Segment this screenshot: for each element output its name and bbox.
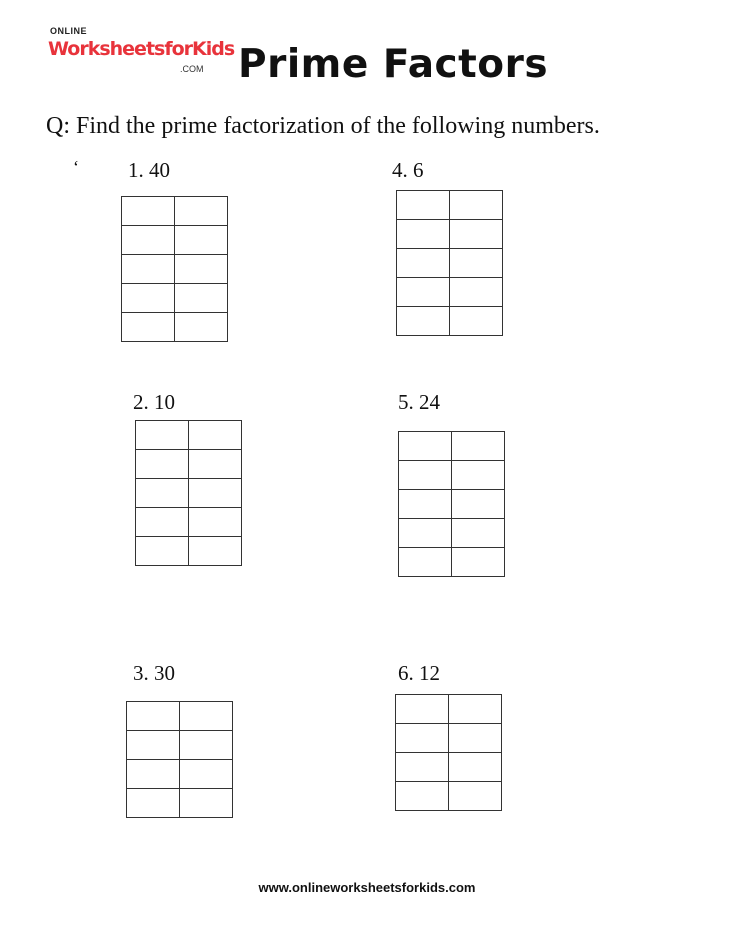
grid-row xyxy=(127,731,233,760)
grid-row xyxy=(399,490,505,519)
grid-row xyxy=(399,432,505,461)
answer-cell xyxy=(180,702,233,731)
site-logo xyxy=(48,24,235,80)
answer-cell xyxy=(452,461,505,490)
grid-row xyxy=(396,724,502,753)
answer-cell xyxy=(399,519,452,548)
answer-cell xyxy=(180,789,233,818)
grid-row xyxy=(122,226,228,255)
answer-cell xyxy=(396,753,449,782)
grid-row xyxy=(127,789,233,818)
grid-row xyxy=(397,249,503,278)
grid-row xyxy=(399,548,505,577)
answer-cell xyxy=(175,284,228,313)
question-instruction: Q: Find the prime factorization of the following numbers. xyxy=(46,113,600,139)
answer-cell xyxy=(189,508,242,537)
answer-cell xyxy=(175,197,228,226)
answer-cell xyxy=(450,249,503,278)
problem-6-label: 6. 12 xyxy=(398,661,440,685)
answer-cell xyxy=(127,760,180,789)
answer-cell xyxy=(450,307,503,336)
grid-row xyxy=(122,255,228,284)
answer-cell xyxy=(450,191,503,220)
answer-cell xyxy=(180,760,233,789)
answer-cell xyxy=(449,695,502,724)
answer-cell xyxy=(122,313,175,342)
problem-4-label: 4. 6 xyxy=(392,158,424,182)
answer-cell xyxy=(452,519,505,548)
grid-row xyxy=(397,278,503,307)
problem-2-label: 2. 10 xyxy=(133,390,175,414)
problem-6-grid xyxy=(395,694,502,811)
problem-3-label: 3. 30 xyxy=(133,661,175,685)
stray-quote-mark: ‘ xyxy=(73,157,79,177)
grid-row xyxy=(396,695,502,724)
answer-cell xyxy=(127,789,180,818)
grid-row xyxy=(396,753,502,782)
answer-cell xyxy=(175,226,228,255)
grid-row xyxy=(136,479,242,508)
answer-cell xyxy=(180,731,233,760)
answer-cell xyxy=(450,220,503,249)
answer-cell xyxy=(399,461,452,490)
logo-com-text: .COM xyxy=(180,64,204,74)
answer-cell xyxy=(452,432,505,461)
answer-cell xyxy=(452,548,505,577)
answer-cell xyxy=(397,249,450,278)
answer-cell xyxy=(396,782,449,811)
answer-cell xyxy=(136,450,189,479)
answer-cell xyxy=(450,278,503,307)
grid-row xyxy=(136,450,242,479)
answer-cell xyxy=(175,313,228,342)
grid-row xyxy=(396,782,502,811)
answer-cell xyxy=(399,548,452,577)
answer-cell xyxy=(449,782,502,811)
grid-row xyxy=(136,421,242,450)
problem-5-grid xyxy=(398,431,505,577)
answer-cell xyxy=(122,226,175,255)
page-title: Prime Factors xyxy=(238,42,549,87)
answer-cell xyxy=(397,191,450,220)
footer-website: www.onlineworksheetsforkids.com xyxy=(258,880,476,895)
answer-cell xyxy=(452,490,505,519)
grid-row xyxy=(122,284,228,313)
answer-cell xyxy=(189,537,242,566)
answer-cell xyxy=(127,731,180,760)
grid-row xyxy=(122,313,228,342)
answer-cell xyxy=(122,197,175,226)
answer-cell xyxy=(399,432,452,461)
answer-cell xyxy=(136,421,189,450)
problem-2-grid xyxy=(135,420,242,566)
answer-cell xyxy=(127,702,180,731)
answer-cell xyxy=(397,278,450,307)
answer-cell xyxy=(397,220,450,249)
answer-cell xyxy=(189,479,242,508)
logo-main-text: WorksheetsforKids xyxy=(48,38,235,60)
answer-cell xyxy=(396,724,449,753)
problem-4-grid xyxy=(396,190,503,336)
problem-1-label: 1. 40 xyxy=(128,158,170,182)
grid-row xyxy=(136,537,242,566)
answer-cell xyxy=(396,695,449,724)
grid-row xyxy=(127,702,233,731)
problem-3-grid xyxy=(126,701,233,818)
problem-1-grid xyxy=(121,196,228,342)
answer-cell xyxy=(399,490,452,519)
answer-cell xyxy=(189,421,242,450)
answer-cell xyxy=(122,284,175,313)
grid-row xyxy=(136,508,242,537)
answer-cell xyxy=(136,537,189,566)
grid-row xyxy=(399,461,505,490)
answer-cell xyxy=(449,753,502,782)
grid-row xyxy=(397,307,503,336)
answer-cell xyxy=(175,255,228,284)
grid-row xyxy=(127,760,233,789)
answer-cell xyxy=(136,479,189,508)
answer-cell xyxy=(122,255,175,284)
grid-row xyxy=(399,519,505,548)
answer-cell xyxy=(449,724,502,753)
problem-5-label: 5. 24 xyxy=(398,390,440,414)
grid-row xyxy=(397,220,503,249)
answer-cell xyxy=(136,508,189,537)
grid-row xyxy=(397,191,503,220)
grid-row xyxy=(122,197,228,226)
answer-cell xyxy=(397,307,450,336)
logo-online-text: ONLINE xyxy=(50,26,88,36)
answer-cell xyxy=(189,450,242,479)
